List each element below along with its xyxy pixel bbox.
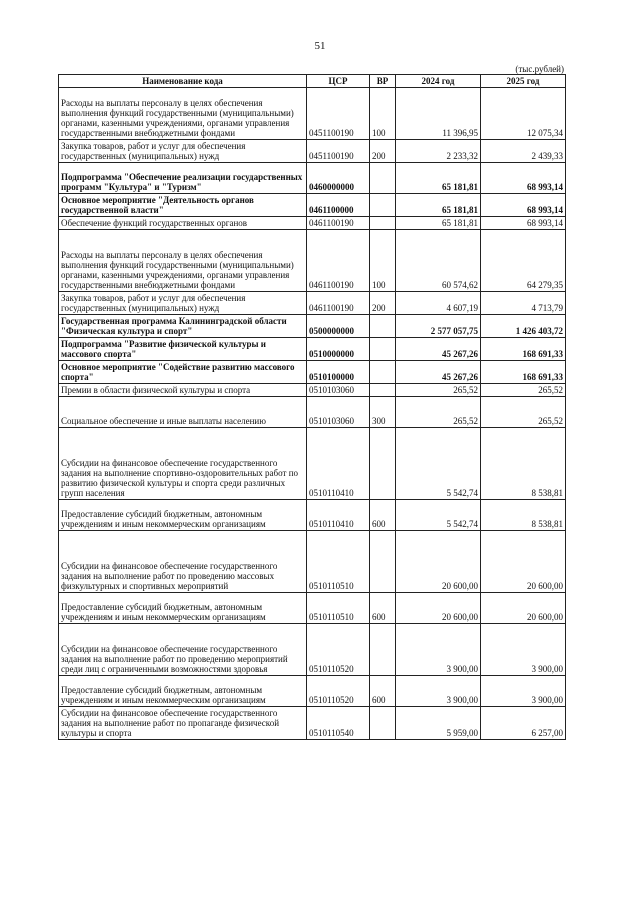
row-name-cell: Основное мероприятие "Содействие развитию массового спорта" <box>59 361 307 384</box>
row-2024-cell: 65 181,81 <box>396 163 481 194</box>
row-2025-cell: 68 993,14 <box>481 194 566 217</box>
row-name-cell: Субсидии на финансовое обеспечение государственного задания на выполнение работ по пропаганде физической культуры и спорта <box>59 707 307 740</box>
row-name-cell: Подпрограмма "Развитие физической культуры и массового спорта" <box>59 338 307 361</box>
row-2024-cell: 3 900,00 <box>396 676 481 707</box>
row-name-cell: Субсидии на финансовое обеспечение государственного задания на выполнение работ по проведению мероприятий среди лиц с ограниченными возможностями здоровья <box>59 624 307 676</box>
units-label: (тыс.рублей) <box>515 64 564 74</box>
table-row <box>59 217 566 230</box>
row-2025-cell: 168 691,33 <box>481 338 566 361</box>
row-2024-cell: 265,52 <box>396 384 481 397</box>
row-name-cell: Предоставление субсидий бюджетным, автономным учреждениям и иным некоммерческим организациям <box>59 676 307 707</box>
row-csr-cell: 0460000000 <box>307 163 370 194</box>
row-name-cell: Основное мероприятие "Деятельность органов государственной власти" <box>59 194 307 217</box>
row-csr-cell: 0510110520 <box>307 676 370 707</box>
row-2024-cell: 2 577 057,75 <box>396 315 481 338</box>
row-vr-cell <box>370 531 396 593</box>
header-vr: ВР <box>370 75 396 88</box>
row-2025-cell: 265,52 <box>481 397 566 428</box>
row-2025-cell: 3 900,00 <box>481 676 566 707</box>
row-name-cell: Социальное обеспечение и иные выплаты населению <box>59 397 307 428</box>
row-2025-cell: 8 538,81 <box>481 428 566 500</box>
page-number: 51 <box>314 40 326 52</box>
row-vr-cell <box>370 624 396 676</box>
row-2024-cell: 5 959,00 <box>396 707 481 740</box>
row-2024-cell: 11 396,95 <box>396 88 481 140</box>
row-name-cell: Государственная программа Калининградской области "Физическая культура и спорт" <box>59 315 307 338</box>
row-2025-cell: 20 600,00 <box>481 531 566 593</box>
row-2024-cell: 60 574,62 <box>396 230 481 292</box>
row-2024-cell: 265,52 <box>396 397 481 428</box>
row-csr-cell: 0510110410 <box>307 428 370 500</box>
row-csr-cell: 0461100000 <box>307 194 370 217</box>
table-row <box>59 140 566 163</box>
row-2025-cell: 20 600,00 <box>481 593 566 624</box>
table-row <box>59 230 566 292</box>
row-csr-cell: 0461100190 <box>307 217 370 230</box>
row-vr-cell: 100 <box>370 88 396 140</box>
row-2025-cell: 168 691,33 <box>481 361 566 384</box>
row-2025-cell: 68 993,14 <box>481 217 566 230</box>
row-2024-cell: 4 607,19 <box>396 292 481 315</box>
row-csr-cell: 0451100190 <box>307 140 370 163</box>
table-row <box>59 428 566 500</box>
table-row <box>59 361 566 384</box>
row-2024-cell: 65 181,81 <box>396 217 481 230</box>
row-2025-cell: 6 257,00 <box>481 707 566 740</box>
row-name-cell: Подпрограмма "Обеспечение реализации государственных программ "Культура" и "Туризм" <box>59 163 307 194</box>
row-vr-cell <box>370 217 396 230</box>
row-vr-cell: 100 <box>370 230 396 292</box>
row-csr-cell: 0510110510 <box>307 531 370 593</box>
row-name-cell: Закупка товаров, работ и услуг для обеспечения государственных (муниципальных) нужд <box>59 140 307 163</box>
table-row <box>59 593 566 624</box>
row-csr-cell: 0510110520 <box>307 624 370 676</box>
table-row <box>59 194 566 217</box>
row-vr-cell <box>370 428 396 500</box>
row-name-cell: Субсидии на финансовое обеспечение государственного задания на выполнение работ по проведению массовых физкультурных и спортивных мероприятий <box>59 531 307 593</box>
row-2024-cell: 20 600,00 <box>396 531 481 593</box>
row-2025-cell: 1 426 403,72 <box>481 315 566 338</box>
row-2025-cell: 265,52 <box>481 384 566 397</box>
row-vr-cell <box>370 315 396 338</box>
row-name-cell: Обеспечение функций государственных органов <box>59 217 307 230</box>
row-name-cell: Предоставление субсидий бюджетным, автономным учреждениям и иным некоммерческим организациям <box>59 593 307 624</box>
row-name-cell: Субсидии на финансовое обеспечение государственного задания на выполнение спортивно-оздоровительных работ по развитию физической культуры и спорта среди различных групп населения <box>59 428 307 500</box>
table-row <box>59 338 566 361</box>
row-vr-cell <box>370 361 396 384</box>
row-2024-cell: 5 542,74 <box>396 428 481 500</box>
row-csr-cell: 0510000000 <box>307 338 370 361</box>
header-2024: 2024 год <box>396 75 481 88</box>
header-csr: ЦСР <box>307 75 370 88</box>
row-vr-cell: 600 <box>370 676 396 707</box>
row-2025-cell: 8 538,81 <box>481 500 566 531</box>
row-name-cell: Закупка товаров, работ и услуг для обеспечения государственных (муниципальных) нужд <box>59 292 307 315</box>
row-2024-cell: 3 900,00 <box>396 624 481 676</box>
table-row <box>59 707 566 740</box>
row-csr-cell: 0510103060 <box>307 384 370 397</box>
row-vr-cell: 200 <box>370 292 396 315</box>
row-csr-cell: 0461100190 <box>307 230 370 292</box>
table-body <box>59 88 566 740</box>
row-2025-cell: 68 993,14 <box>481 163 566 194</box>
row-2025-cell: 12 075,34 <box>481 88 566 140</box>
table-row <box>59 384 566 397</box>
row-2025-cell: 4 713,79 <box>481 292 566 315</box>
table-row <box>59 500 566 531</box>
row-2025-cell: 64 279,35 <box>481 230 566 292</box>
table-row <box>59 676 566 707</box>
table-row <box>59 88 566 140</box>
row-csr-cell: 0451100190 <box>307 88 370 140</box>
row-name-cell: Предоставление субсидий бюджетным, автономным учреждениям и иным некоммерческим организациям <box>59 500 307 531</box>
row-csr-cell: 0510103060 <box>307 397 370 428</box>
table-row <box>59 531 566 593</box>
row-vr-cell: 300 <box>370 397 396 428</box>
row-2024-cell: 45 267,26 <box>396 361 481 384</box>
row-vr-cell <box>370 384 396 397</box>
budget-table <box>58 74 566 740</box>
header-name: Наименование кода <box>59 75 307 88</box>
row-name-cell: Расходы на выплаты персоналу в целях обеспечения выполнения функций государственными (муниципальными) органами, казенными учреждениями, органами управления государственными внебюджетными фондами <box>59 88 307 140</box>
row-vr-cell: 200 <box>370 140 396 163</box>
row-2025-cell: 3 900,00 <box>481 624 566 676</box>
row-vr-cell: 600 <box>370 593 396 624</box>
table-row <box>59 315 566 338</box>
table-row <box>59 624 566 676</box>
table-row <box>59 292 566 315</box>
table-header-row <box>59 75 566 88</box>
row-2024-cell: 2 233,32 <box>396 140 481 163</box>
row-2024-cell: 65 181,81 <box>396 194 481 217</box>
table-row <box>59 163 566 194</box>
row-2024-cell: 20 600,00 <box>396 593 481 624</box>
row-vr-cell <box>370 338 396 361</box>
row-csr-cell: 0510110510 <box>307 593 370 624</box>
row-csr-cell: 0510110410 <box>307 500 370 531</box>
row-csr-cell: 0510110540 <box>307 707 370 740</box>
row-vr-cell <box>370 707 396 740</box>
row-csr-cell: 0461100190 <box>307 292 370 315</box>
row-vr-cell <box>370 163 396 194</box>
table-row <box>59 397 566 428</box>
header-2025: 2025 год <box>481 75 566 88</box>
row-csr-cell: 0500000000 <box>307 315 370 338</box>
row-vr-cell <box>370 194 396 217</box>
row-2024-cell: 5 542,74 <box>396 500 481 531</box>
row-name-cell: Расходы на выплаты персоналу в целях обеспечения выполнения функций государственными (муниципальными) органами, казенными учреждениями, органами управления государственными внебюджетными фондами <box>59 230 307 292</box>
row-2024-cell: 45 267,26 <box>396 338 481 361</box>
row-2025-cell: 2 439,33 <box>481 140 566 163</box>
row-csr-cell: 0510100000 <box>307 361 370 384</box>
row-name-cell: Премии в области физической культуры и спорта <box>59 384 307 397</box>
row-vr-cell: 600 <box>370 500 396 531</box>
